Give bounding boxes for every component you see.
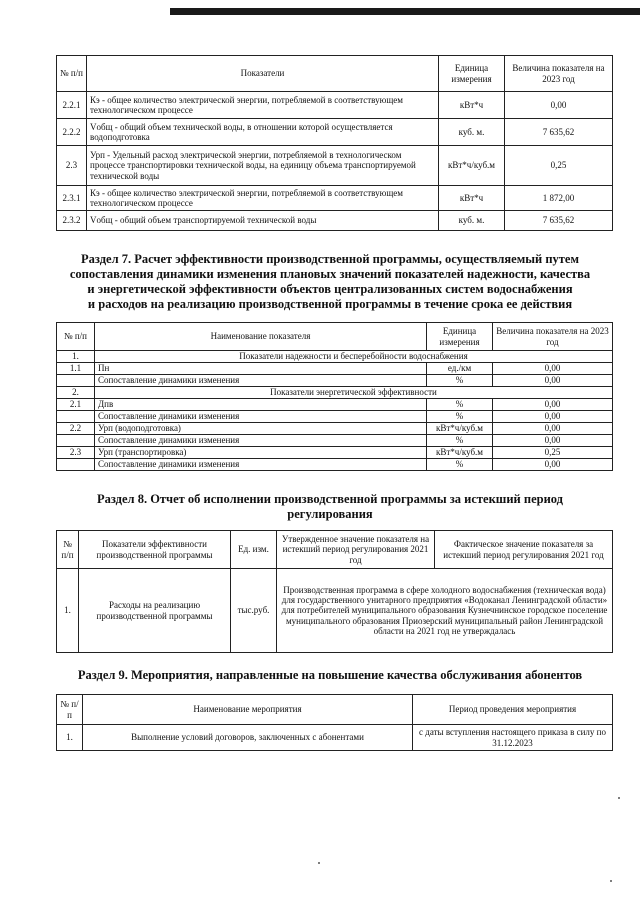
heading-line: Раздел 8. Отчет об исполнении производственной программы за истекший период: [97, 492, 563, 506]
scan-edge-bar: [170, 8, 640, 15]
col-header-unit: Ед. изм.: [231, 531, 277, 569]
group-row: [57, 351, 613, 363]
heading-line: Раздел 7. Расчет эффективности производственной программы, осуществляемый путем: [81, 252, 579, 266]
group-num: 2.: [57, 387, 95, 399]
row-num: 2.1: [57, 399, 95, 411]
table-row: [57, 375, 613, 387]
heading-line: и расходов на реализацию производственной программы в течение срока ее действия: [87, 297, 573, 311]
row-unit: куб. м.: [439, 211, 505, 231]
row-name: Кэ - общее количество электрической энергии, потребляемой в соответствующем технологическом процессе: [87, 92, 439, 119]
scan-speck: [318, 862, 320, 864]
row-unit: %: [427, 411, 493, 423]
row-num: [57, 435, 95, 447]
section-9-heading: [40, 668, 620, 683]
row-name: Урп (транспортировка): [95, 447, 427, 459]
table-row: [57, 186, 613, 211]
group-title: Показатели энергетической эффективности: [95, 387, 613, 399]
row-name: Сопоставление динамики изменения: [95, 459, 427, 471]
table-row: [57, 725, 613, 751]
col-header-num: № п/п: [57, 56, 87, 92]
row-period: с даты вступления настоящего приказа в силу по 31.12.2023: [413, 725, 613, 751]
row-value: 7 635,62: [505, 119, 613, 146]
table-header-row: [57, 323, 613, 351]
row-unit: куб. м.: [439, 119, 505, 146]
table-row: [57, 119, 613, 146]
scan-speck: [610, 880, 612, 882]
table-row: [57, 399, 613, 411]
row-value: 7 635,62: [505, 211, 613, 231]
row-num: 1.: [57, 569, 79, 653]
row-num: 1.: [57, 725, 83, 751]
row-value: 0,00: [493, 435, 613, 447]
scan-speck: [618, 797, 620, 799]
group-num: 1.: [57, 351, 95, 363]
row-value: 0,00: [493, 375, 613, 387]
row-name: Пн: [95, 363, 427, 375]
row-unit: ед./км: [427, 363, 493, 375]
row-value: 1 872,00: [505, 186, 613, 211]
table-header-row: [57, 695, 613, 725]
table-row: [57, 459, 613, 471]
heading-line: Раздел 9. Мероприятия, направленные на повышение качества обслуживания абонентов: [77, 668, 583, 682]
col-header-name: Наименование мероприятия: [83, 695, 413, 725]
row-num: 2.3: [57, 447, 95, 459]
row-num: 2.2: [57, 423, 95, 435]
row-name: Расходы на реализацию производственной программы: [79, 569, 231, 653]
row-num: 2.2.1: [57, 92, 87, 119]
report-table: [56, 530, 613, 653]
table-row: [57, 211, 613, 231]
col-header-num: № п/п: [57, 323, 95, 351]
row-name: Выполнение условий договоров, заключенных с абонентами: [83, 725, 413, 751]
table-row: [57, 411, 613, 423]
col-header-unit: Единица измерения: [439, 56, 505, 92]
row-unit: кВт*ч/куб.м: [439, 146, 505, 186]
row-unit: %: [427, 459, 493, 471]
col-header-value: Величина показателя на 2023 год: [505, 56, 613, 92]
row-num: 1.1: [57, 363, 95, 375]
group-title: Показатели надежности и бесперебойности водоснабжения: [95, 351, 613, 363]
row-value: 0,25: [505, 146, 613, 186]
row-unit: тыс.руб.: [231, 569, 277, 653]
section-7-heading: [40, 252, 620, 312]
row-num: [57, 459, 95, 471]
row-value: 0,00: [493, 411, 613, 423]
row-name: Сопоставление динамики изменения: [95, 411, 427, 423]
table-row: [57, 447, 613, 459]
table-row: [57, 92, 613, 119]
row-num: 2.3.2: [57, 211, 87, 231]
row-name: Кэ - общее количество электрической энергии, потребляемой в соответствующем технологическом процессе: [87, 186, 439, 211]
indicators-table-continued: [56, 55, 613, 231]
col-header-actual: Фактическое значение показателя за истекший период регулирования 2021 год: [435, 531, 613, 569]
heading-line: сопоставления динамики изменения плановых значений показателей надежности, качества: [69, 267, 591, 281]
row-value: 0,00: [493, 423, 613, 435]
row-name: Сопоставление динамики изменения: [95, 435, 427, 447]
row-value: 0,00: [493, 399, 613, 411]
col-header-period: Период проведения мероприятия: [413, 695, 613, 725]
row-num: 2.2.2: [57, 119, 87, 146]
table-row: [57, 146, 613, 186]
efficiency-table: [56, 322, 613, 471]
row-value: 0,00: [505, 92, 613, 119]
row-num: [57, 375, 95, 387]
col-header-num: № п/п: [57, 695, 83, 725]
col-header-name: Показатели эффективности производственной программы: [79, 531, 231, 569]
col-header-name: Показатели: [87, 56, 439, 92]
col-header-num: № п/п: [57, 531, 79, 569]
row-num: 2.3.1: [57, 186, 87, 211]
col-header-approved: Утвержденное значение показателя на истекший период регулирования 2021 год: [277, 531, 435, 569]
row-name: Vобщ - общий объем технической воды, в отношении которой осуществляется водоподготовка: [87, 119, 439, 146]
table-row: [57, 569, 613, 653]
row-note: Производственная программа в сфере холодного водоснабжения (техническая вода) для государственного унитарного предприятия «Водоканал Ленинградской области» для потребителей муниципального образования Кузнечнинское городское поселение муниципального образования Приозерский муниципальный район Ленинградской области на 2021 год не утверждалась: [277, 569, 613, 653]
row-unit: %: [427, 375, 493, 387]
row-unit: %: [427, 435, 493, 447]
row-unit: %: [427, 399, 493, 411]
col-header-name: Наименование показателя: [95, 323, 427, 351]
row-unit: кВт*ч: [439, 186, 505, 211]
row-name: Vобщ - общий объем транспортируемой технической воды: [87, 211, 439, 231]
col-header-value: Величина показателя на 2023 год: [493, 323, 613, 351]
row-unit: кВт*ч/куб.м: [427, 423, 493, 435]
row-value: 0,00: [493, 363, 613, 375]
row-value: 0,00: [493, 459, 613, 471]
table-row: [57, 363, 613, 375]
group-row: [57, 387, 613, 399]
row-name: Урп (водоподготовка): [95, 423, 427, 435]
measures-table: [56, 694, 613, 751]
row-num: 2.3: [57, 146, 87, 186]
row-unit: кВт*ч/куб.м: [427, 447, 493, 459]
row-value: 0,25: [493, 447, 613, 459]
row-name: Сопоставление динамики изменения: [95, 375, 427, 387]
heading-line: регулирования: [287, 507, 373, 521]
row-num: [57, 411, 95, 423]
col-header-unit: Единица измерения: [427, 323, 493, 351]
table-header-row: [57, 56, 613, 92]
table-row: [57, 435, 613, 447]
section-8-heading: [40, 492, 620, 522]
row-name: Урп - Удельный расход электрической энергии, потребляемой в технологическом процессе транспортировки технической воды, на единицу объема транспортируемой технической воды: [87, 146, 439, 186]
heading-line: и энергетической эффективности объектов централизованных систем водоснабжения: [87, 282, 573, 296]
row-name: Дпв: [95, 399, 427, 411]
table-row: [57, 423, 613, 435]
row-unit: кВт*ч: [439, 92, 505, 119]
table-header-row: [57, 531, 613, 569]
